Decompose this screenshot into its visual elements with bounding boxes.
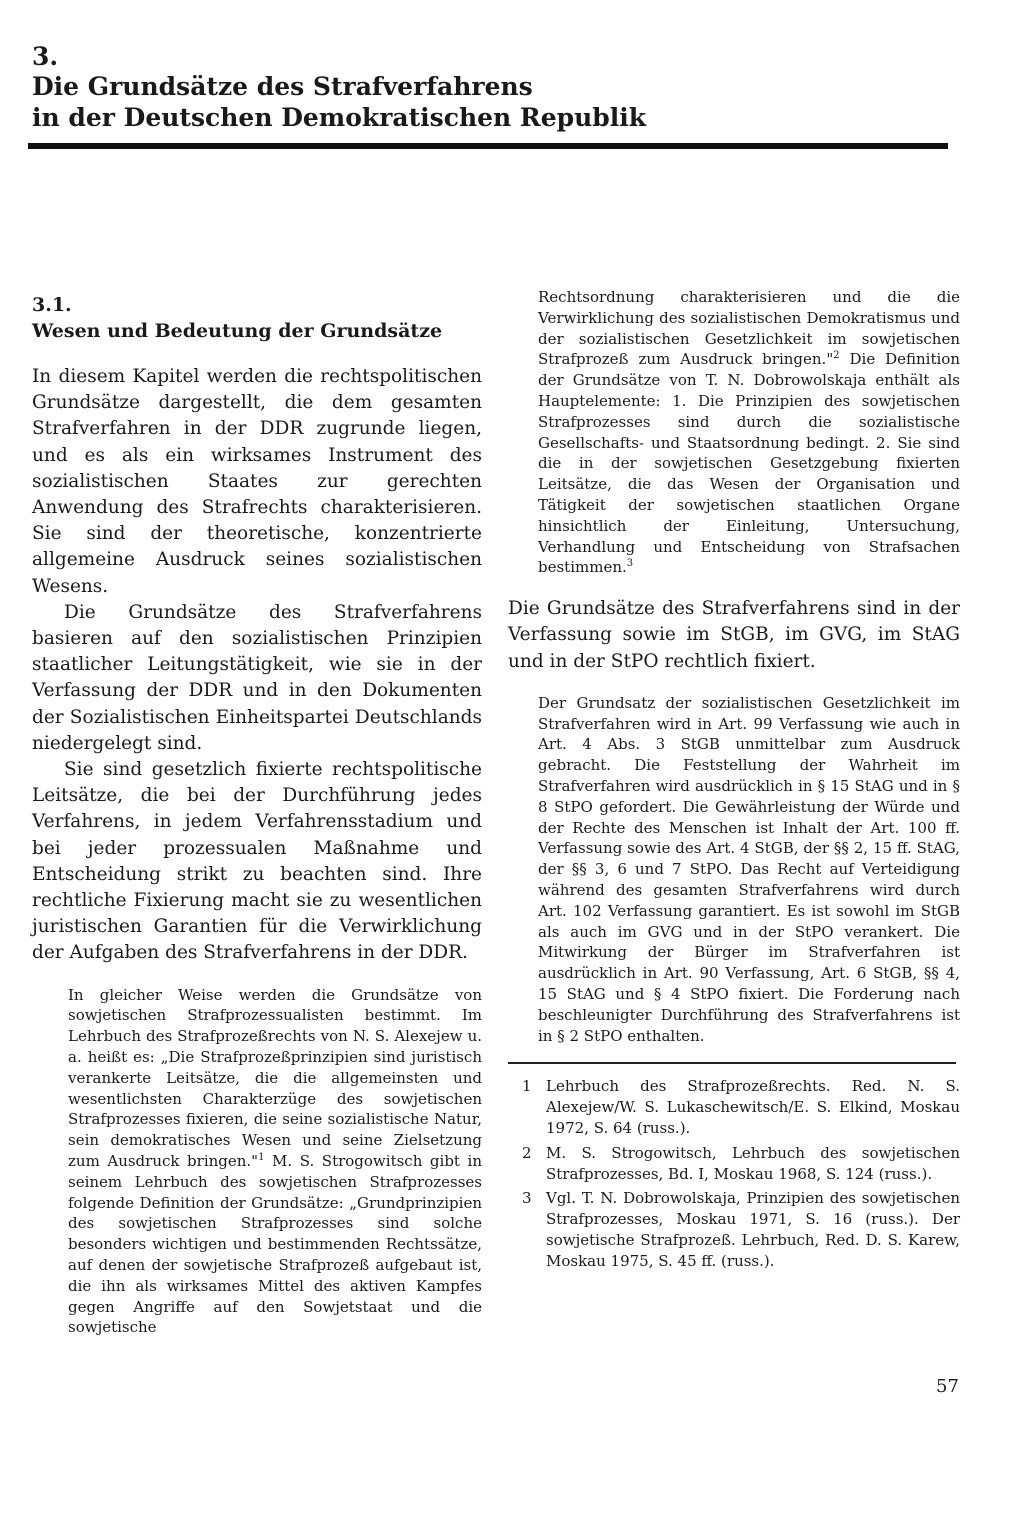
chapter-title: [32, 71, 952, 133]
footnote-ref-3: 3: [626, 558, 634, 570]
paragraph-2: Die Grundsätze des Strafverfahrens basieren auf den sozialistischen Prinzipien staatlicher Leitungstätigkeit, wie sie in der Verfassung der DDR und in den Dokumenten der Sozialistischen Einheitspartei Deutschlands niedergelegt sind.: [32, 601, 482, 754]
footnotes: [508, 1076, 960, 1271]
small-block-continued: [508, 287, 960, 578]
chapter-title-line-1: Die Grundsätze des Strafverfahrens: [32, 72, 533, 101]
chapter-number: 3.: [32, 42, 59, 71]
footnote-ref-2: 2: [833, 350, 840, 362]
footnote-number: 2: [522, 1143, 532, 1162]
footnote-ref-1: 1: [258, 1152, 265, 1164]
chapter-title-line-2: in der Deutschen Demokratischen Republik: [32, 103, 647, 132]
footnote-text: M. S. Strogowitsch, Lehrbuch des sowjetischen Strafprozesses, Bd. I, Moskau 1968, S. 124 (russ.).: [546, 1143, 960, 1183]
small-block-1-cont: M. S. Strogowitsch gibt in seinem Lehrbuch des sowjetischen Strafprozesses folgende Definition der Grundsätze: „Grundprinzipien des sowjetischen Strafprozesses sind solche besonders wichtigen und bestimmenden Rechtssätze, auf denen der sowjetische Strafprozeß aufgebaut ist, die ihn als wirksames Mittel des aktiven Kampfes gegen Angriffe auf den Sowjetstaat und die sowjetische: [68, 1152, 482, 1337]
footnote-1: [508, 1076, 960, 1138]
footnote-number: 1: [522, 1077, 532, 1096]
small-block-1: [32, 985, 482, 1339]
small-cont-text: Rechtsordnung charakterisieren und die die Verwirklichung des sozialistischen Demokratismus und der sozialistischen Gesetzlichkeit im sowjetischen Strafprozeß zum Ausdruck bringen.": [538, 288, 960, 369]
footnote-rule: [508, 1062, 956, 1064]
small-block-2: Der Grundsatz der sozialistischen Gesetzlichkeit im Strafverfahren wird in Art. 99 Verfassung wie auch in Art. 4 Abs. 3 StGB unmittelbar zum Ausdruck gebracht. Die Feststellung der Wahrheit im Strafverfahren wird ausdrücklich in § 15 StAG und in § 8 StPO gefordert. Die Gewährleistung der Würde und der Rechte des Menschen ist Inhalt der Art. 100 ff. Verfassung sowie des Art. 4 StGB, der §§ 2, 15 ff. StAG, der §§ 3, 6 und 7 StPO. Das Recht auf Verteidigung während des gesamten Strafverfahrens wird durch Art. 102 Verfassung garantiert. Es ist sowohl im StGB als auch im GVG und in der StPO verankert. Die Mitwirkung der Bürger im Strafverfahren ist ausdrücklich in Art. 90 Verfassung, Art. 6 StGB, §§ 4, 15 StAG und § 4 StPO fixiert. Die Forderung nach beschleunigter Durchführung des Strafverfahrens ist in § 2 StPO enthalten.: [538, 693, 960, 1045]
small-block-1-text: In gleicher Weise werden die Grundsätze von sowjetischen Strafprozessualisten bestimmt. Im Lehrbuch des Strafprozeßrechts von N. S. Alexejew u. a. heißt es: „Die Strafprozeßprinzipien sind juristisch verankerte Leitsätze, die die allgemeinsten und wesentlichsten Charakterzüge des sowjetischen Strafprozesses fixieren, die seine sozialistische Natur, sein demokratisches Wesen und seine Zielsetzung zum Ausdruck bringen.": [68, 985, 482, 1171]
paragraph-right: Die Grundsätze des Strafverfahrens sind in der Verfassung sowie im StGB, im GVG, im StAG und in der StPO rechtlich fixiert.: [508, 598, 960, 672]
footnote-2: [508, 1143, 960, 1185]
footnote-text: Vgl. T. N. Dobrowolskaja, Prinzipien des sowjetischen Strafprozesses, Moskau 1971, S. 16 (russ.). Der sowjetische Strafprozeß. Lehrbuch, Red. D. S. Karew, Moskau 1975, S. 45 ff. (russ.).: [546, 1189, 960, 1270]
footnote-3: [508, 1188, 960, 1271]
page-number: 57: [936, 1376, 959, 1397]
footnote-number: 3: [522, 1189, 532, 1208]
paragraph-1: In diesem Kapitel werden die rechtspolitischen Grundsätze dargestellt, die dem gesamten Strafverfahren in der DDR zugrunde liegen, und es als ein wirksames Instrument des sozialistischen Staates zur gerechten Anwendung des Strafrechts charakterisieren. Sie sind der theoretische, konzentrierte allgemeine Ausdruck seines sozialistischen Wesens.: [32, 366, 482, 597]
right-column: [508, 287, 960, 1275]
section-number: 3.1.: [32, 294, 72, 316]
chapter-rule: [28, 143, 948, 149]
paragraph-3: Sie sind gesetzlich fixierte rechtspolitische Leitsätze, die bei der Durchführung jedes Verfahrens, in jedem Verfahrensstadium und bei jeder prozessualen Maßnahme und Entscheidung strikt zu beachten sind. Ihre rechtliche Fixierung macht sie zu wesentlichen juristischen Garantien für die Verwirklichung der Aufgaben des Strafverfahrens in der DDR.: [32, 759, 482, 964]
left-column: [32, 292, 482, 1338]
section-title: Wesen und Bedeutung der Grundsätze: [32, 320, 443, 342]
footnote-text: Lehrbuch des Strafprozeßrechts. Red. N. S. Alexejew/W. S. Lukaschewitsch/E. S. Elkind, Moskau 1972, S. 64 (russ.).: [546, 1077, 960, 1137]
small-cont-text-2: Die Definition der Grundsätze von T. N. Dobrowolskaja enthält als Hauptelemente: 1. Die Prinzipien des sowjetischen Strafprozesses sind durch die sozialistische Gesellschafts- und Staatsordnung bedingt. 2. Sie sind die in der sowjetischen Gesetzgebung fixierten Leitsätze, die das Wesen der Organisation und Tätigkeit der sowjetischen staatlichen Organe hinsichtlich der Einleitung, Untersuchung, Verhandlung und Entscheidung von Strafsachen bestimmen.: [538, 350, 960, 577]
